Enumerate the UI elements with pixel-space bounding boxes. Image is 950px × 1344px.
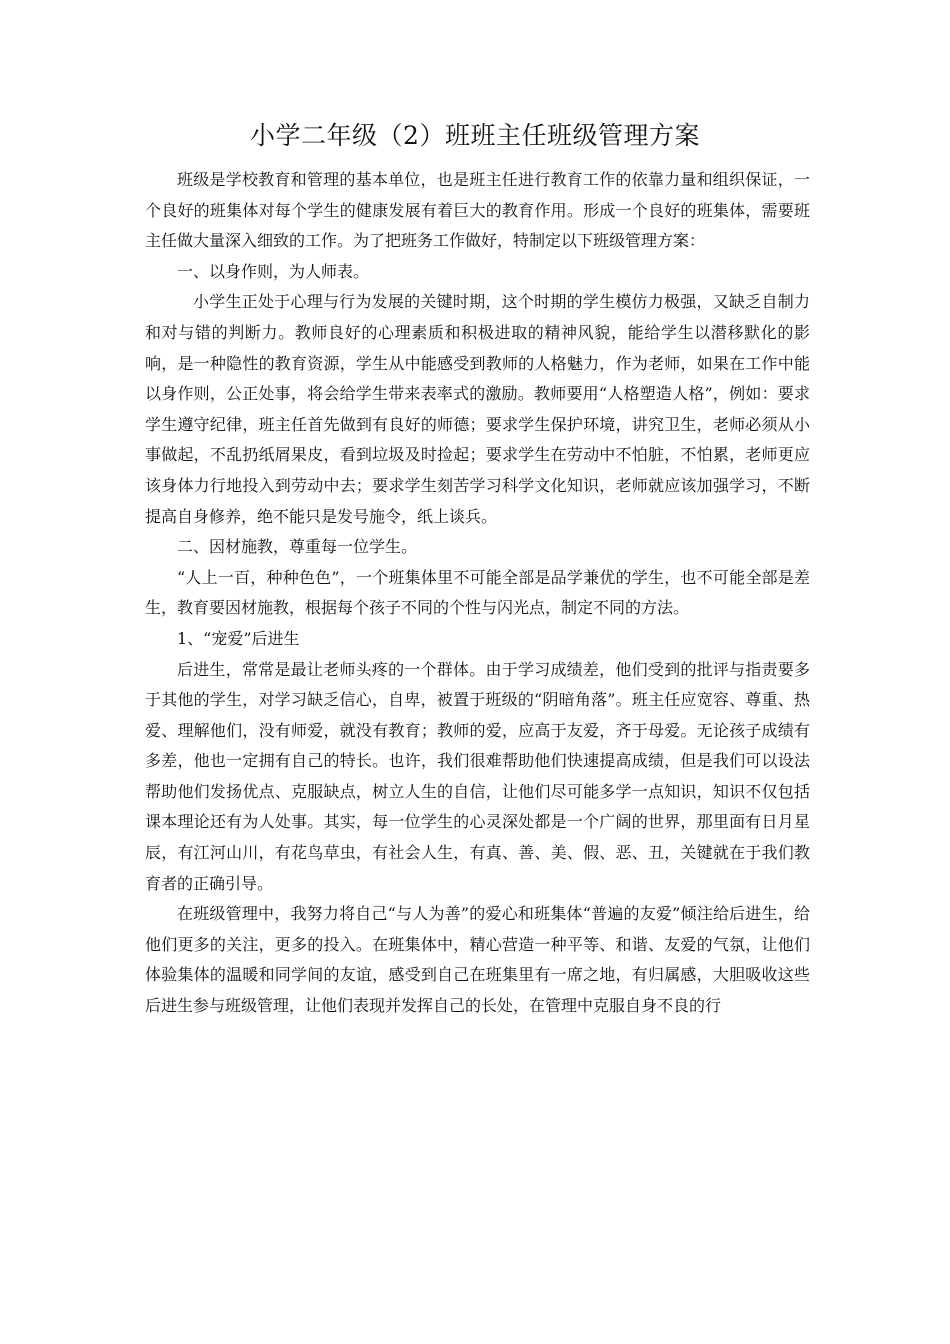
document-body xyxy=(145,165,810,1022)
section-heading-2: 二、因材施教，尊重每一位学生。 xyxy=(177,537,418,557)
subsection-1-paragraph: 后进生，常常是最让老师头疼的一个群体。由于学习成绩差，他们受到的批评与指责要多于其他的学生，对学习缺乏信心，自卑，被置于班级的“阴暗角落”。班主任应宽容、尊重、热爱、理解他们，没有师爱，就没有教育；教师的爱，应高于友爱，齐于母爱。无论孩子成绩有多差，他也一定拥有自己的特长。也许，我们很难帮助他们快速提高成绩，但是我们可以设法帮助他们发扬优点、克服缺点，树立人生的自信，让他们尽可能多学一点知识，知识不仅包括课本理论还有为人处事。其实，每一位学生的心灵深处都是一个广阔的世界，那里面有日月星辰，有江河山川，有花鸟草虫，有社会人生，有真、善、美、假、恶、丑，关键就在于我们教育者的正确引导。 xyxy=(145,659,810,893)
section-2-paragraph: “人上一百，种种色色”，一个班集体里不可能全部是品学兼优的学生，也不可能全部是差生，教育要因材施教，根据每个孩子不同的个性与闪光点，制定不同的方法。 xyxy=(145,567,810,618)
intro-paragraph: 班级是学校教育和管理的基本单位，也是班主任进行教育工作的依靠力量和组织保证，一个良好的班集体对每个学生的健康发展有着巨大的教育作用。形成一个良好的班集体，需要班主任做大量深入细致的工作。为了把班务工作做好，特制定以下班级管理方案： xyxy=(145,170,810,251)
section-1-paragraph: 小学生正处于心理与行为发展的关键时期，这个时期的学生模仿力极强，又缺乏自制力和对与错的判断力。教师良好的心理素质和积极进取的精神风貌，能给学生以潜移默化的影响，是一种隐性的教育资源，学生从中能感受到教师的人格魅力，作为老师，如果在工作中能以身作则，公正处事，将会给学生带来表率式的激励。教师要用“人格塑造人格”，例如：要求学生遵守纪律，班主任首先做到有良好的师德；要求学生保护环境，讲究卫生，老师必须从小事做起，不乱扔纸屑果皮，看到垃圾及时捡起；要求学生在劳动中不怕脏，不怕累，老师更应该身体力行地投入到劳动中去；要求学生刻苦学习科学文化知识，老师就应该加强学习，不断提高自身修养，绝不能只是发号施令，纸上谈兵。 xyxy=(145,292,810,526)
subsection-1-paragraph-2: 在班级管理中，我努力将自己“与人为善”的爱心和班集体“普遍的友爱”倾注给后进生，给他们更多的关注，更多的投入。在班集体中，精心营造一种平等、和谐、友爱的气氛，让他们体验集体的温暖和同学间的友谊，感受到自己在班集里有一席之地，有归属感，大胆吸收这些后进生参与班级管理，让他们表现并发挥自己的长处，在管理中克服自身不良的行 xyxy=(145,904,810,1016)
section-heading-1: 一、以身作则，为人师表。 xyxy=(177,261,370,281)
subsection-heading-1: 1、“宠爱”后进生 xyxy=(177,628,300,648)
document-title: 小学二年级（2）班班主任班级管理方案 xyxy=(250,121,700,150)
